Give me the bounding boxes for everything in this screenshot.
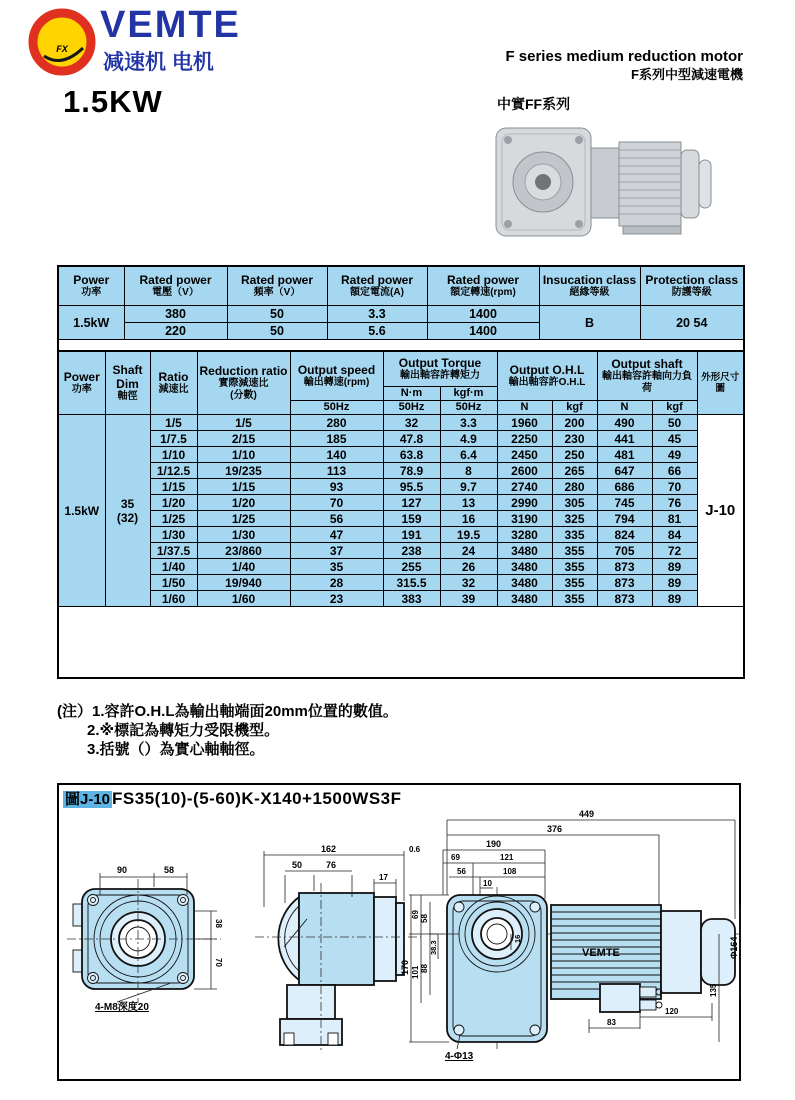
col-shaft-dim: Shaft Dim 軸徑 — [105, 351, 150, 415]
ratio-cell: 35 — [290, 559, 383, 575]
ratio-cell: 1/60 — [150, 591, 197, 607]
hz-speed: 50Hz — [290, 401, 383, 415]
ratio-cell: 1/7.5 — [150, 431, 197, 447]
ratio-cell: 9.7 — [440, 479, 497, 495]
ratio-cell: 355 — [552, 575, 597, 591]
front-view-note: 4-M8深度20 — [95, 1002, 149, 1013]
ratio-cell: 200 — [552, 415, 597, 431]
ratio-cell: 76 — [652, 495, 697, 511]
cell-speed: 1400 — [427, 323, 539, 340]
power-table-header — [58, 266, 744, 306]
note-line-3: 3.括號（）為實心軸軸徑。 — [87, 741, 265, 758]
shaft-dim-value: 35 (32) — [105, 415, 150, 607]
series-title-en: F series medium reduction motor — [505, 48, 743, 65]
cell-voltage: 220 — [124, 323, 227, 340]
ratio-cell: 70 — [290, 495, 383, 511]
ratio-cell: 355 — [552, 591, 597, 607]
ratio-cell: 1/5 — [150, 415, 197, 431]
unit-n: N — [497, 401, 552, 415]
svg-text:0.6: 0.6 — [409, 845, 421, 854]
ratio-cell: 81 — [652, 511, 697, 527]
svg-text:120: 120 — [665, 1007, 679, 1016]
unit-kgfm: kgf·m — [440, 387, 497, 401]
ratio-cell: 1/50 — [150, 575, 197, 591]
ratio-row — [58, 479, 744, 495]
ratio-cell: 647 — [597, 463, 652, 479]
ratio-cell: 70 — [652, 479, 697, 495]
ratio-cell: 794 — [597, 511, 652, 527]
col-current: Rated power 額定電流(A) — [327, 266, 427, 306]
assembly-holes-note: 4-Φ13 — [445, 1051, 474, 1062]
ratio-cell: 23/860 — [197, 543, 290, 559]
ratio-cell: 873 — [597, 591, 652, 607]
svg-text:170: 170 — [400, 959, 410, 975]
svg-text:121: 121 — [500, 853, 514, 862]
ratio-cell: 2740 — [497, 479, 552, 495]
notes — [57, 702, 398, 759]
ratio-cell: 28 — [290, 575, 383, 591]
col-output-torque: Output Torque 輸出軸容許轉矩力 — [383, 351, 497, 387]
ratio-cell: 265 — [552, 463, 597, 479]
ratio-cell: 745 — [597, 495, 652, 511]
unit-nm: N·m — [383, 387, 440, 401]
cell-voltage: 380 — [124, 306, 227, 323]
hz-kgfm: 50Hz — [440, 401, 497, 415]
page-title: 1.5KW — [63, 84, 163, 119]
cell-speed: 1400 — [427, 306, 539, 323]
ratio-cell: 1/40 — [150, 559, 197, 575]
svg-text:38.3: 38.3 — [429, 940, 438, 955]
ratio-cell: 255 — [383, 559, 440, 575]
ratio-cell: 19/940 — [197, 575, 290, 591]
ratio-cell: 23 — [290, 591, 383, 607]
ratio-cell: 280 — [290, 415, 383, 431]
power-value: 1.5kW — [58, 415, 105, 607]
side-view — [255, 844, 421, 1053]
ratio-cell: 490 — [597, 415, 652, 431]
ratio-cell: 250 — [552, 447, 597, 463]
ratio-table — [57, 350, 745, 679]
ratio-cell: 2/15 — [197, 431, 290, 447]
ratio-table-header-1 — [58, 351, 744, 387]
ratio-cell: 1/30 — [150, 527, 197, 543]
drawing-ref-badge: 圖J-10 — [65, 791, 111, 808]
ratio-cell: 72 — [652, 543, 697, 559]
assembly-view — [400, 809, 740, 1062]
series-header — [505, 48, 743, 84]
dimension-drawing-box — [57, 783, 741, 1081]
cell-frequency: 50 — [227, 306, 327, 323]
ratio-cell: 47.8 — [383, 431, 440, 447]
col-protection: Protection class 防護等級 — [640, 266, 744, 306]
svg-text:190: 190 — [486, 839, 502, 849]
svg-text:38: 38 — [214, 919, 223, 928]
ratio-cell: 3480 — [497, 559, 552, 575]
ratio-cell: 1960 — [497, 415, 552, 431]
ratio-cell: 159 — [383, 511, 440, 527]
ratio-cell: 686 — [597, 479, 652, 495]
ratio-cell: 140 — [290, 447, 383, 463]
ratio-cell: 1/60 — [197, 591, 290, 607]
col-ratio: Ratio 減速比 — [150, 351, 197, 415]
brand-logo — [26, 6, 98, 78]
svg-text:69: 69 — [411, 910, 420, 919]
svg-text:70: 70 — [214, 958, 223, 967]
ratio-cell: 1/37.5 — [150, 543, 197, 559]
ratio-cell: 230 — [552, 431, 597, 447]
ratio-cell: 305 — [552, 495, 597, 511]
col-ohl: Output O.H.L 輸出軸容許O.H.L — [497, 351, 597, 401]
insulation-class: B — [539, 306, 640, 340]
ratio-cell: 66 — [652, 463, 697, 479]
ratio-cell: 3480 — [497, 575, 552, 591]
ratio-cell: 16 — [440, 511, 497, 527]
ratio-cell: 335 — [552, 527, 597, 543]
power-table — [57, 265, 745, 358]
ratio-cell: 45 — [652, 431, 697, 447]
ratio-cell: 89 — [652, 575, 697, 591]
brand-subtitle: 减速机 电机 — [103, 51, 214, 74]
ratio-row — [58, 463, 744, 479]
ratio-cell: 185 — [290, 431, 383, 447]
col-reduction: Reduction ratio 實際減速比 (分數) — [197, 351, 290, 415]
logo-ring-icon — [33, 13, 91, 71]
ratio-cell: 50 — [652, 415, 697, 431]
ratio-cell: 3480 — [497, 543, 552, 559]
ratio-cell: 1/10 — [150, 447, 197, 463]
ratio-row — [58, 575, 744, 591]
ratio-row — [58, 447, 744, 463]
front-view — [67, 865, 223, 1013]
unit-n: N — [597, 401, 652, 415]
col-dimension-ref: 外形尺寸圖 — [697, 351, 744, 415]
ratio-cell: 84 — [652, 527, 697, 543]
svg-text:162: 162 — [321, 844, 337, 854]
note-line-1: (注）1.容許O.H.L為輸出軸端面20mm位置的數值。 — [57, 703, 398, 720]
motor-brand-label: VEMTE — [582, 947, 620, 959]
ratio-cell: 63.8 — [383, 447, 440, 463]
ratio-cell: 113 — [290, 463, 383, 479]
ratio-cell: 441 — [597, 431, 652, 447]
ratio-cell: 1/5 — [197, 415, 290, 431]
ratio-cell: 355 — [552, 543, 597, 559]
cell-frequency: 50 — [227, 323, 327, 340]
ratio-cell: 1/10 — [197, 447, 290, 463]
ratio-cell: 280 — [552, 479, 597, 495]
ratio-cell: 19/235 — [197, 463, 290, 479]
ratio-cell: 56 — [290, 511, 383, 527]
cell-current: 3.3 — [327, 306, 427, 323]
power-row-380 — [58, 306, 744, 323]
ratio-cell: 39 — [440, 591, 497, 607]
svg-text:449: 449 — [579, 809, 595, 819]
protection-class: 20 54 — [640, 306, 744, 340]
col-insulation: Insucation class 絕緣等級 — [539, 266, 640, 306]
ratio-cell: 4.9 — [440, 431, 497, 447]
power-value: 1.5kW — [58, 306, 124, 340]
ratio-cell: 1/20 — [150, 495, 197, 511]
ratio-cell: 355 — [552, 559, 597, 575]
ratio-cell: 1/20 — [197, 495, 290, 511]
ratio-row — [58, 431, 744, 447]
svg-text:135: 135 — [709, 983, 718, 997]
ratio-cell: 3280 — [497, 527, 552, 543]
ratio-cell: 47 — [290, 527, 383, 543]
svg-text:108: 108 — [503, 867, 517, 876]
ratio-cell: 93 — [290, 479, 383, 495]
col-shaft-load: Output shaft 輸出軸容許軸向力負荷 — [597, 351, 697, 401]
svg-text:58: 58 — [164, 865, 175, 875]
ratio-cell: 13 — [440, 495, 497, 511]
svg-text:17: 17 — [379, 873, 388, 882]
drawing-model-code: FS35(10)-(5-60)K-X140+1500WS3F — [112, 789, 402, 808]
ratio-cell: 1/25 — [150, 511, 197, 527]
ratio-cell: 1/40 — [197, 559, 290, 575]
brand-name: VEMTE — [100, 4, 241, 46]
svg-text:69: 69 — [451, 853, 460, 862]
cell-current: 5.6 — [327, 323, 427, 340]
ratio-cell: 824 — [597, 527, 652, 543]
ratio-table-body — [58, 415, 744, 607]
ratio-cell: 32 — [440, 575, 497, 591]
ratio-cell: 95.5 — [383, 479, 440, 495]
ratio-cell: 89 — [652, 591, 697, 607]
series-title-zh: F系列中型減速電機 — [631, 67, 743, 82]
ratio-cell: 873 — [597, 559, 652, 575]
col-speed: Rated power 額定轉速(rpm) — [427, 266, 539, 306]
dimension-drawing — [59, 807, 743, 1081]
ratio-row — [58, 559, 744, 575]
ratio-cell: 26 — [440, 559, 497, 575]
ratio-row — [58, 495, 744, 511]
ratio-cell: 1/15 — [150, 479, 197, 495]
col-power: Power 功率 — [58, 266, 124, 306]
ratio-row — [58, 591, 744, 607]
dim-ref-value: J-10 — [697, 415, 744, 607]
svg-text:88: 88 — [420, 964, 429, 973]
ratio-cell: 705 — [597, 543, 652, 559]
ratio-cell: 2250 — [497, 431, 552, 447]
svg-text:101: 101 — [411, 965, 420, 979]
ratio-cell: 32 — [383, 415, 440, 431]
col-frequency: Rated power 頻率（V） — [227, 266, 327, 306]
ratio-row — [58, 415, 744, 431]
ratio-cell: 1/30 — [197, 527, 290, 543]
svg-text:90: 90 — [117, 865, 128, 875]
ratio-cell: 1/25 — [197, 511, 290, 527]
svg-text:76: 76 — [326, 860, 337, 870]
series-label: 中實FF系列 — [497, 96, 571, 112]
svg-text:10: 10 — [483, 879, 492, 888]
ratio-cell: 89 — [652, 559, 697, 575]
ratio-cell: 325 — [552, 511, 597, 527]
ratio-cell: 238 — [383, 543, 440, 559]
hz-nm: 50Hz — [383, 401, 440, 415]
note-line-2: 2.※標記為轉矩力受限機型。 — [87, 722, 280, 739]
ratio-row — [58, 511, 744, 527]
ratio-row — [58, 527, 744, 543]
ratio-cell: 127 — [383, 495, 440, 511]
ratio-cell: 1/15 — [197, 479, 290, 495]
svg-text:56: 56 — [457, 867, 466, 876]
col-power: Power 功率 — [58, 351, 105, 415]
ratio-cell: 37 — [290, 543, 383, 559]
ratio-cell: 3480 — [497, 591, 552, 607]
svg-text:16: 16 — [513, 934, 522, 943]
ratio-cell: 2600 — [497, 463, 552, 479]
unit-kgf: kgf — [552, 401, 597, 415]
ratio-cell: 78.9 — [383, 463, 440, 479]
ratio-cell: 3.3 — [440, 415, 497, 431]
ratio-cell: 191 — [383, 527, 440, 543]
ratio-cell: 2450 — [497, 447, 552, 463]
ratio-cell: 2990 — [497, 495, 552, 511]
svg-text:Φ164: Φ164 — [729, 936, 739, 959]
ratio-cell: 315.5 — [383, 575, 440, 591]
ratio-row — [58, 543, 744, 559]
ratio-cell: 3190 — [497, 511, 552, 527]
ratio-cell: 24 — [440, 543, 497, 559]
svg-text:376: 376 — [547, 824, 563, 834]
ratio-table-footer — [58, 607, 744, 679]
ratio-cell: 873 — [597, 575, 652, 591]
svg-text:83: 83 — [607, 1018, 616, 1027]
unit-kgf: kgf — [652, 401, 697, 415]
product-photo — [488, 118, 718, 248]
ratio-cell: 19.5 — [440, 527, 497, 543]
svg-text:58: 58 — [420, 914, 429, 923]
ratio-cell: 481 — [597, 447, 652, 463]
ratio-cell: 1/12.5 — [150, 463, 197, 479]
col-output-speed: Output speed 輸出轉速(rpm) — [290, 351, 383, 401]
ratio-cell: 6.4 — [440, 447, 497, 463]
ratio-cell: 383 — [383, 591, 440, 607]
col-voltage: Rated power 電壓（V） — [124, 266, 227, 306]
logo-monogram: FX — [56, 44, 68, 54]
ratio-cell: 49 — [652, 447, 697, 463]
ratio-cell: 8 — [440, 463, 497, 479]
svg-text:50: 50 — [292, 860, 303, 870]
drawing-title — [63, 788, 402, 809]
